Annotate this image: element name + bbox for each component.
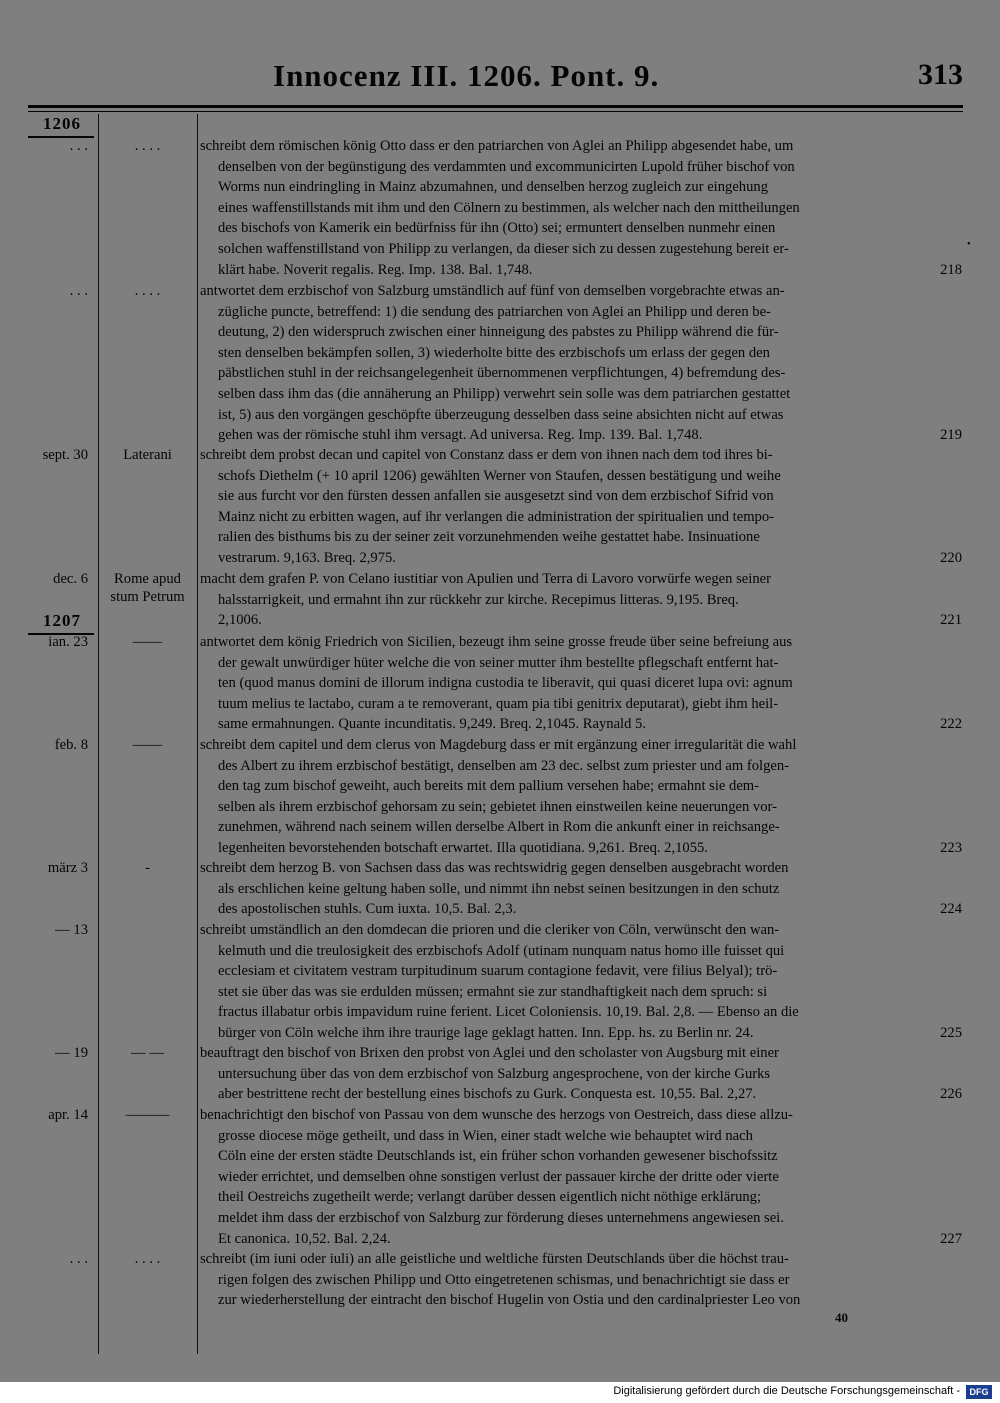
entry-place: Laterani: [123, 447, 172, 463]
entry-date: ian. 23: [48, 634, 88, 650]
regest-number: 222: [940, 716, 962, 733]
entry-place: — —: [131, 1045, 164, 1061]
entry-line: ist, 5) aus den vorgängen geschöpfte überzeugung desselben dass seine absichten nicht auf etwas: [218, 406, 784, 423]
entry-line: denselben von der begünstigung des verdammten und excommunicirten Lupold früher bischof von: [218, 158, 795, 175]
entry-line: ecclesiam et civitatem vestram turpitudinum suarum contagione fedavit, vere filius Belyal); trö-: [218, 963, 778, 980]
entry-line: zunehmen, während nach seinem willen derselbe Albert in Rom die ankunft einer in reichsange-: [218, 819, 780, 836]
entry-line: als erschlichen keine geltung haben solle, und nimmt ihn nebst seinen besitzungen in den schutz: [218, 880, 780, 897]
regest-entry: [200, 858, 962, 920]
entry-line: untersuchung über das von dem erzbischof von Salzburg angesprochene, von der kirche Gurks: [218, 1065, 771, 1082]
entry-line: beauftragt den bischof von Brixen den probst von Aglei und den scholaster von Augsburg mit einer: [200, 1045, 779, 1061]
entry-place: ——: [132, 737, 163, 753]
entry-line: 2,1006.: [218, 612, 262, 629]
entry-line: eines waffenstillstands mit ihm und den Cölnern zu bestimmen, als welcher nach den mittheilungen: [218, 199, 800, 216]
entry-line: des apostolischen stuhls. Cum iuxta. 10,5. Bal. 2,3.: [218, 901, 517, 918]
entry-line: solchen waffenstillstand von Philipp zu verlangen, da dieser sich zu dessen zugestehung bereit er-: [218, 240, 789, 257]
entry-place: . . . .: [134, 283, 161, 299]
entry-line: schreibt dem probst decan und capitel von Constanz dass er dem von ihnen nach dem tod ihres bi-: [200, 447, 773, 463]
entry-line: antwortet dem könig Friedrich von Sicilien, bezeugt ihm seine grosse freude über seine befreiung aus: [200, 634, 793, 650]
entry-date: dec. 6: [53, 571, 88, 587]
regest-number: 220: [940, 549, 962, 566]
column-divider: [98, 114, 99, 1354]
entry-line: des bischofs von Kamerik ein bedürfniss für ihn (Otto) sei; ermuntert denselben nunmehr einen: [218, 220, 776, 237]
entry-line: schreibt dem römischen könig Otto dass er den patriarchen von Aglei an Philipp abgesendet habe, um: [200, 138, 794, 154]
entry-line: legenheiten bevorstehenden botschaft erwartet. Illa quotidiana. 9,261. Breq. 2,1055.: [218, 839, 708, 856]
regest-entry: [200, 735, 962, 859]
entry-line: klärt habe. Noverit regalis. Reg. Imp. 138. Bal. 1,748.: [218, 261, 533, 278]
entry-place: Rome apud: [114, 571, 181, 587]
entry-line: Mainz nicht zu erbitten wagen, auf ihr verlangen die administration der spiritualien und tempo-: [218, 508, 775, 525]
entry-line: sten denselben bekämpfen sollen, 3) wiederholte bitte des erzbischofs um erlass der gegen den: [218, 344, 770, 361]
entry-line: Cöln eine der ersten städte Deutschlands ist, ein früher schon vorhanden gewesener bischofssitz: [218, 1148, 778, 1165]
regest-entry: [200, 632, 962, 735]
footer-text: Digitalisierung gefördert durch die Deutsche Forschungsgemeinschaft -: [613, 1385, 960, 1397]
regest-number: 227: [940, 1230, 962, 1247]
entry-line: päbstlichen stuhl in der reichsangelegenheit übernommenen verpflichtungen, 4) befremdung des-: [218, 365, 786, 382]
regest-entry: [200, 445, 962, 569]
entry-line: benachrichtigt den bischof von Passau von dem wunsche des herzogs von Oestreich, dass diese allzu-: [200, 1107, 793, 1123]
regest-number: 221: [940, 612, 962, 629]
entry-date: sept. 30: [42, 447, 88, 463]
entry-line: ten (quod manus domini de illorum indigna custodia te liberavit, qui quasi diceret lupa ovi: agnum: [218, 675, 793, 692]
entry-line: fractus illabatur orbis impavidum ruine ferient. Licet Coloniensis. 10,19. Bal. 2,8. — Ebenso an die: [218, 1004, 799, 1021]
entry-date: . . .: [69, 1251, 88, 1267]
entry-line: schreibt umständlich an den domdecan die prioren und die cleriker von Cöln, verwünscht den wan-: [200, 922, 780, 938]
regest-entry: [200, 1105, 962, 1249]
entry-line: selben dass ihm das (die annäherung an Philipp) verwehrt sein solle was dem patriarchen gestattet: [218, 385, 791, 402]
signature-mark: 40: [835, 1310, 848, 1325]
regest-entry: [200, 1043, 962, 1105]
header-rule: [28, 105, 963, 108]
footer-bar: [0, 1382, 1000, 1403]
entry-line: schreibt (im iuni oder iuli) an alle geistliche und weltliche fürsten Deutschlands über die höchst trau-: [200, 1251, 789, 1267]
entry-line: meldet ihm dass der erzbischof von Salzburg zur förderung dieses unternehmens angewiesen sei.: [218, 1209, 784, 1226]
entry-line: schreibt dem capitel und dem clerus von Magdeburg dass er mit ergänzung einer irregularität die wahl: [200, 737, 797, 753]
entry-line: theil Oestreichs zugetheilt werde; verlangt darüber dessen eigentlich nicht nöthige erklärung;: [218, 1189, 762, 1206]
entry-line: grosse diocese möge getheilt, und dass in Wien, einer stadt welche wie behauptet wird nach: [218, 1127, 753, 1144]
entry-place: ——: [132, 634, 163, 650]
entry-line: aber bestrittene recht der bestellung eines bischofs zu Gurk. Conquesta est. 10,55. Bal. 2,27.: [218, 1086, 757, 1103]
regest-number: 219: [940, 427, 962, 444]
entry-date: feb. 8: [54, 737, 88, 753]
entry-line: der gewalt unwürdiger hüter welche die von seiner mutter ihm bestellte pflegschaft entfernt hat-: [218, 654, 779, 671]
entry-place: -: [145, 860, 150, 876]
entry-line: halsstarrigkeit, und ermahnt ihn zur rückkehr zur kirche. Recepimus litteras. 9,195. Breq.: [218, 591, 739, 608]
entry-line: schreibt dem herzog B. von Sachsen dass das was rechtswidrig gegen denselben ausgebracht worden: [200, 860, 789, 876]
entry-line: wieder errichtet, und demselben ohne sonstigen verlust der passauer kirche der dritte oder vierte: [218, 1168, 779, 1185]
entry-line: Worms nun eindringling in Mainz abzumahnen, und denselben herzog zugleich zur eingehung: [218, 179, 768, 196]
regest-entry: [200, 569, 962, 631]
entry-line: vestrarum. 9,163. Breq. 2,975.: [218, 549, 396, 566]
entry-line: deutung, 2) den widerspruch zwischen einer hinneigung des pabstes zu Philipp während die für-: [218, 324, 779, 341]
regest-number: 223: [940, 839, 962, 856]
entry-line: stet sie über das was sie erdulden müssen; ermahnt sie zur standhaftigkeit nach dem spruch: si: [218, 983, 768, 1000]
regest-entry: [200, 281, 962, 446]
entry-line: Et canonica. 10,52. Bal. 2,24.: [218, 1230, 391, 1247]
entry-line: bürger von Cöln welche ihm ihre traurige lage geklagt hatten. Inn. Epp. hs. zu Berlin nr. 24.: [218, 1024, 754, 1041]
entry-date: apr. 14: [48, 1107, 88, 1123]
regest-number: 225: [940, 1024, 962, 1041]
page-number: 313: [918, 58, 963, 91]
entry-line: ralien des bisthums bis zu der seiner zeit vorzunehmenden weihe gestattet habe. Insinuatione: [218, 529, 760, 546]
entry-date: . . .: [69, 138, 88, 154]
regest-entry: [200, 1249, 962, 1311]
entry-line: same ermahnungen. Quante incunditatis. 9,249. Breq. 2,1045. Raynald 5.: [218, 716, 646, 733]
entry-line: rigen folgen des zwischen Philipp und Otto eingetretenen schismas, und benachrichtigt sie dass er: [218, 1271, 790, 1288]
entry-line: schofs Diethelm (+ 10 april 1206) gewählten Werner von Staufen, dessen bestätigung und weihe: [218, 467, 781, 484]
regest-number: 224: [940, 901, 962, 918]
entry-line: den tag zum bischof geweiht, auch bereits mit dem pallium versehen habe; ermahnt sie dem-: [218, 778, 760, 795]
regest-entry: [200, 920, 962, 1044]
regest-entry: [200, 136, 962, 280]
entry-line: sie aus furcht vor den fürsten dessen anfallen sie ausgesetzt sind von dem erzbischof Sifrid von: [218, 488, 774, 505]
year-label: 1206: [43, 114, 81, 133]
entry-line: zügliche puncte, betreffend: 1) die sendung des patriarchen von Aglei an Philipp und deren be-: [218, 303, 771, 320]
entry-line: antwortet dem erzbischof von Salzburg umständlich auf fünf von demselben vorgebrachte etwas an-: [200, 283, 785, 299]
entry-date: — 19: [55, 1045, 88, 1061]
dfg-logo-icon: DFG: [966, 1385, 992, 1399]
regest-number: 218: [940, 261, 962, 278]
entry-place-cont: stum Petrum: [110, 589, 185, 605]
entry-place: . . . .: [134, 138, 161, 154]
entry-line: des Albert zu ihrem erzbischof bestätigt, denselben am 23 dec. selbst zum priester und am folgen-: [218, 757, 790, 774]
entry-line: tuum melius te lactabo, curam a te removerant, quam pia tibi genitrix deputarat), giebt ihm heil-: [218, 695, 779, 712]
entry-line: gehen was der römische stuhl ihm versagt. Ad universa. Reg. Imp. 139. Bal. 1,748.: [218, 427, 703, 444]
header-title: Innocenz III. 1206. Pont. 9.: [273, 58, 660, 93]
header-rule-thin: [28, 111, 963, 112]
entry-line: zur wiederherstellung der eintracht den bischof Hugelin von Ostia und den cardinalpriester Leo von: [218, 1292, 801, 1309]
column-divider: [197, 114, 198, 1354]
entry-date: . . .: [69, 283, 88, 299]
entry-place: ———: [125, 1107, 170, 1123]
entry-line: selben als ihrem erzbischof gehorsam zu sein; gebietet ihnen einstweilen keine neuerungen vor-: [218, 798, 777, 815]
regest-number: 226: [940, 1086, 962, 1103]
entry-place: . . . .: [134, 1251, 161, 1267]
margin-mark: •: [967, 239, 971, 250]
entry-line: macht dem grafen P. von Celano iustitiar von Apulien und Terra di Lavoro vorwürfe wegen seiner: [200, 571, 771, 587]
entry-line: kelmuth und die treulosigkeit des erzbischofs Adolf (utinam nunquam natus homo ille fuisset qui: [218, 942, 785, 959]
running-header: [28, 58, 963, 94]
year-label: 1207: [43, 611, 81, 630]
entry-date: — 13: [55, 922, 88, 938]
entry-date: märz 3: [47, 860, 88, 876]
